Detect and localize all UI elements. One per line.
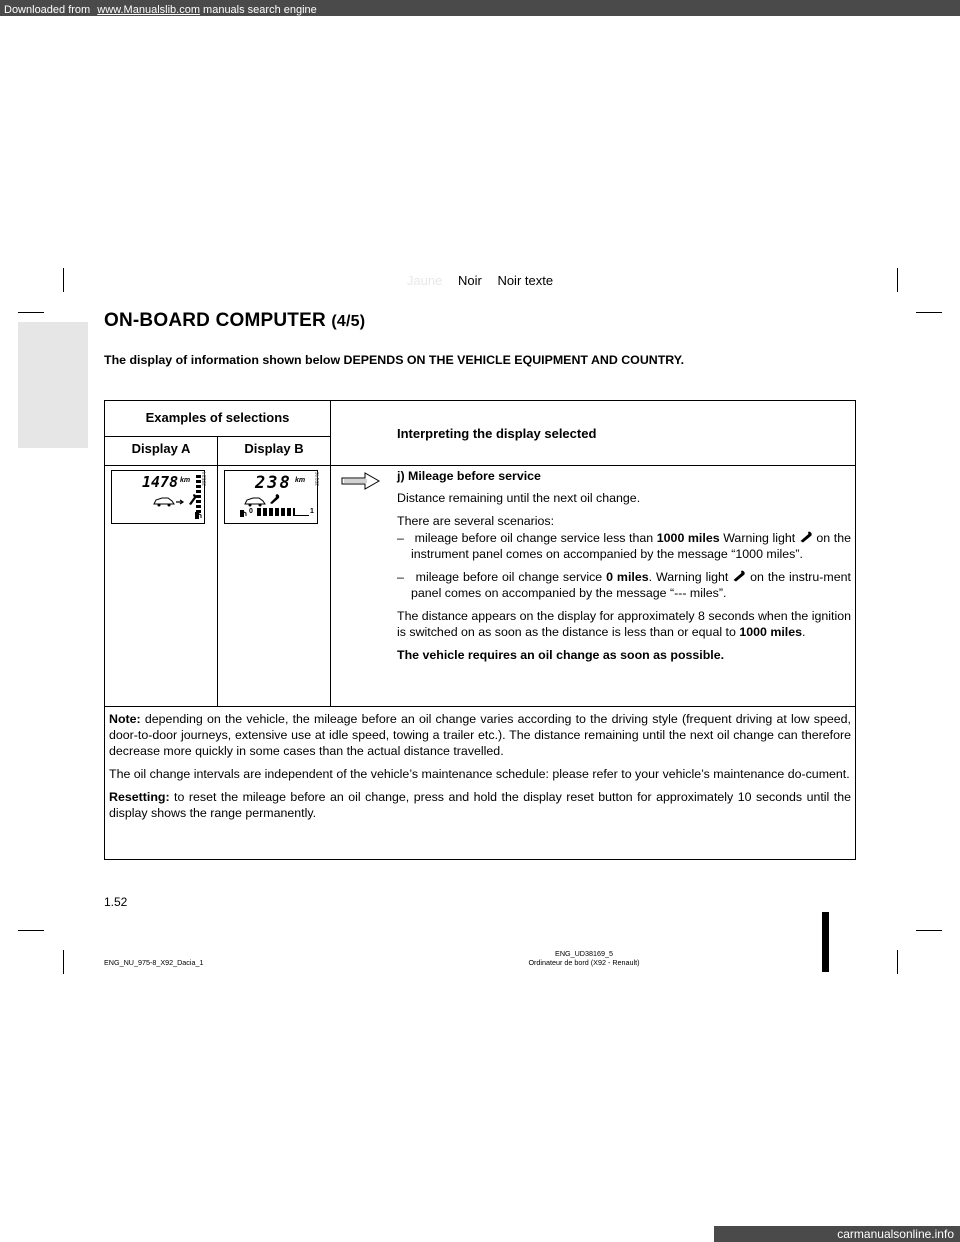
page-title-suffix: (4/5) [331,313,366,330]
color-label-jaune: Jaune [406,273,443,288]
color-label-noir: Noir [457,273,482,288]
distance-paragraph [397,608,851,640]
bullet2-text-c: on the instru-ment panel comes on accompanied by the message “--- miles”. [411,570,851,600]
bullet1-text-b: Warning light [719,531,799,545]
oil-change-warning: The vehicle requires an oil change as soon as possible. [397,648,725,662]
notes-cell [105,707,856,860]
crop-mark [916,312,942,313]
page-subtitle: The display of information shown below DEPENDS ON THE VEHICLE EQUIPMENT AND COUNTRY. [104,353,685,367]
arrow-icon [341,472,381,490]
display-b-unit: km [295,477,306,484]
display-b-label: Display B [244,441,304,456]
interpretation-text [391,466,855,663]
wrench-icon [732,570,746,582]
footer-right-line1: ENG_UD38169_5 [555,949,613,958]
display-a-reading: 1478 [142,473,179,491]
bullet2-text-a: mileage before oil change service [415,570,607,584]
intervals-paragraph: The oil change intervals are independent of the vehicle’s maintenance schedule: please refer to your vehicle’s maintenance do-cument. [109,767,850,781]
watermark: carmanualsonline.info [714,1226,960,1242]
display-a-lcd [111,470,205,524]
banner-prefix: Downloaded from [4,4,94,16]
download-banner [0,0,960,16]
distance-text-b: . [802,625,806,639]
car-service-icon [243,495,269,507]
wrench-icon [269,493,281,505]
display-a-header [105,437,218,466]
scenarios-intro: There are several scenarios: [397,514,555,528]
reset-label: Resetting: [109,790,170,804]
crop-mark [18,930,44,931]
bullet2-text-b: . Warning light [648,570,733,584]
footer-right-line2: Ordinateur de bord (X92 - Renault) [528,957,640,967]
notes-text [105,707,855,821]
fuel-pump-icon [194,511,202,520]
bullet1-text-c: on the instrument panel comes on accompanied by the message “1000 miles”. [411,531,851,561]
display-a-unit: km [180,477,191,484]
banner-suffix: manuals search engine [199,4,317,16]
display-b-header [218,437,331,466]
display-b-code: 39146 [315,472,321,486]
page-title [104,310,365,332]
fuel-gauge-track [295,515,309,516]
print-color-labels [0,273,960,288]
car-service-icon [152,495,186,507]
note-text: depending on the vehicle, the mileage before an oil change varies according to the driving style (frequent driving at low speed, door-to-door journeys, extensive use at idle speed, towing a trailer etc.). The distance remaining until the next oil change can therefore decrease more quickly in some cases than the actual distance travelled. [109,712,851,758]
bullet1-bold: 1000 miles [656,531,720,545]
note-paragraph [109,711,851,759]
display-b-scale-start: 0 [249,508,253,515]
fuel-gauge-bars [257,508,295,516]
interpret-header-text: Interpreting the display selected [397,425,597,441]
manualslib-link[interactable]: www.Manualslib.com [97,4,200,16]
crop-mark [18,312,44,313]
display-a-code: 38534 [202,472,208,486]
section-title: j) Mileage before service [397,469,541,483]
bullet1-text-a: mileage before oil change service less than [414,531,657,545]
page-title-text: ON-BOARD COMPUTER [104,310,326,331]
display-a-cell [105,466,218,707]
distance-text-a: The distance appears on the display for approximately 8 seconds when the ignition is switched on as soon as the distance is less than or equal to [397,609,851,639]
display-b-lcd [224,470,318,524]
scenario-bullet-2: – mileage before oil change service 0 miles. Warning light on the instru-ment panel comes on accompanied by the message “--- miles”. [397,570,851,600]
reset-paragraph [109,789,851,821]
scenario-bullet-1: – mileage before oil change service less than 1000 miles Warning light on the instrument panel comes on accompanied by the message “1000 miles”. [397,531,851,561]
crop-mark [63,950,64,974]
interpret-header [331,401,856,466]
crop-mark [916,930,942,931]
page-number: 1.52 [104,895,128,909]
interpretation-cell [331,466,856,707]
selection-table [104,400,856,860]
wrench-icon [799,531,813,543]
fuel-pump-icon [239,509,247,518]
note-label: Note: [109,712,141,726]
distance-bold: 1000 miles [739,625,803,639]
examples-header-text: Examples of selections [145,410,290,425]
intro-paragraph: Distance remaining until the next oil change. [397,491,641,505]
display-b-scale-end: 1 [310,508,314,515]
thumb-index-bar [822,912,829,972]
display-b-reading: 238 [255,473,292,493]
color-label-noir-texte: Noir texte [497,273,554,288]
display-b-cell [218,466,331,707]
fuel-gauge-bars [196,475,201,515]
display-a-label: Display A [131,441,191,456]
footer-right [504,950,664,967]
crop-mark [897,950,898,974]
examples-header [105,401,331,437]
reset-text: to reset the mileage before an oil change, press and hold the display reset button for approximately 10 seconds until the display shows the range permanently. [109,790,851,820]
footer-left: ENG_NU_975-8_X92_Dacia_1 [104,958,204,967]
bullet2-bold: 0 miles [606,570,649,584]
chapter-tab [18,322,88,448]
